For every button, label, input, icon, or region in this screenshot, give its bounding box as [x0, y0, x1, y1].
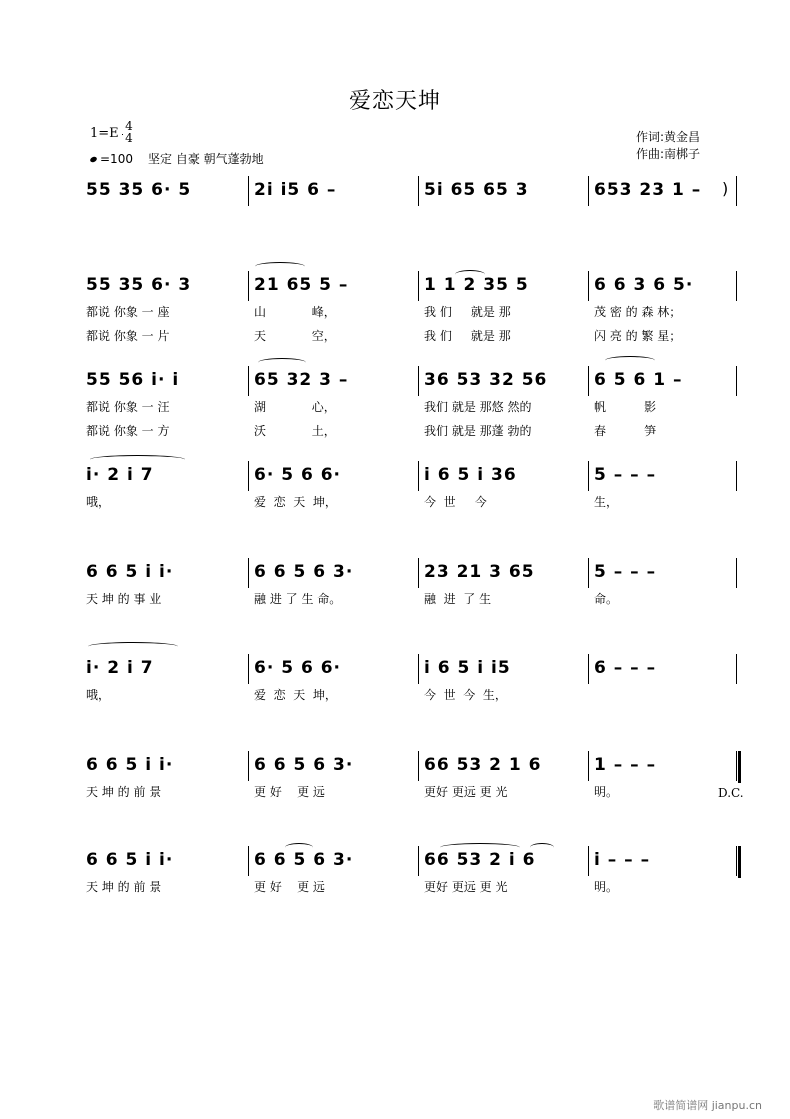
barline — [736, 654, 737, 684]
dc-marking: D.C. — [718, 786, 744, 800]
measure-notes: 36 53 32 56 — [424, 370, 548, 390]
lyric-text: 我们 就是 那蓬 勃的 — [424, 424, 532, 438]
barline — [248, 846, 249, 876]
barline — [588, 654, 589, 684]
lyric-text: 今 世 今 生， — [424, 688, 507, 702]
barline — [588, 751, 589, 781]
barline — [736, 558, 737, 588]
tempo-value: =100 — [100, 152, 133, 166]
lyric-text: 湖 心， — [254, 400, 336, 414]
measure-notes: 1 1 2 35 5 — [424, 275, 529, 295]
barline — [588, 176, 589, 206]
measure-notes: 66 53 2 1 6 — [424, 755, 542, 775]
lyric-text: 都说 你象 一 汪 — [86, 400, 170, 414]
slur-mark — [88, 642, 178, 651]
lyric-text: 哦， — [86, 688, 111, 702]
lyric-text: 帆 影 — [594, 400, 657, 414]
lyric-text: 生， — [594, 495, 619, 509]
measure-notes: 653 23 1 – — [594, 180, 702, 200]
key-signature: 1=E — [90, 126, 119, 141]
measure-notes: 6 6 5 6 3· — [254, 755, 354, 775]
lyric-text: 爱 恋 天 坤， — [254, 495, 337, 509]
slur-mark — [258, 358, 306, 367]
close-parenthesis: ) — [722, 179, 729, 198]
barline — [248, 176, 249, 206]
composer-credit: 作曲:南梆子 — [636, 147, 701, 161]
slur-mark — [605, 356, 655, 365]
barline — [248, 366, 249, 396]
measure-notes: 55 35 6· 3 — [86, 275, 192, 295]
lyric-text: 闪 亮 的 繁 星； — [594, 329, 682, 343]
lyric-text: 我 们 就是 那 — [424, 305, 511, 319]
barline — [736, 271, 737, 301]
measure-notes: 6 5 6 1 – — [594, 370, 683, 390]
measure-notes: 6 6 5 6 3· — [254, 850, 354, 870]
slur-mark — [440, 843, 520, 852]
lyric-text: 哦， — [86, 495, 111, 509]
quarter-note-icon — [89, 156, 97, 163]
barline — [418, 461, 419, 491]
barline — [418, 366, 419, 396]
barline — [736, 366, 737, 396]
measure-notes: i· 2 i 7 — [86, 658, 154, 678]
measure-notes: i· 2 i 7 — [86, 465, 154, 485]
barline — [418, 271, 419, 301]
expression-text: 坚定 自豪 朝气蓬勃地 — [148, 152, 264, 166]
lyric-text: 今 世 今 — [424, 495, 487, 509]
measure-notes: 23 21 3 65 — [424, 562, 535, 582]
measure-notes: 55 56 i· i — [86, 370, 180, 390]
measure-notes: 6 6 5 6 3· — [254, 562, 354, 582]
barline — [736, 461, 737, 491]
lyric-text: 山 峰， — [254, 305, 336, 319]
lyricist-credit: 作词:黄金昌 — [636, 130, 701, 144]
measure-notes: 6· 5 6 6· — [254, 465, 341, 485]
lyric-text: 融 进 了 生 命。 — [254, 592, 342, 606]
barline — [418, 654, 419, 684]
barline — [418, 846, 419, 876]
slur-mark — [255, 262, 305, 271]
time-bottom: 4 — [125, 131, 133, 145]
barline — [418, 751, 419, 781]
barline — [418, 558, 419, 588]
measure-notes: 2i i5 6 – — [254, 180, 337, 200]
measure-notes: 6 6 5 i i· — [86, 562, 174, 582]
barline — [588, 846, 589, 876]
watermark: 歌谱简谱网 jianpu.cn — [653, 1099, 762, 1112]
barline — [736, 176, 737, 206]
measure-notes: i 6 5 i 36 — [424, 465, 517, 485]
barline — [248, 271, 249, 301]
barline — [248, 558, 249, 588]
slur-mark — [285, 843, 313, 852]
lyric-text: 天 空， — [254, 329, 336, 343]
barline — [418, 176, 419, 206]
measure-notes: 6 – – – — [594, 658, 657, 678]
measure-notes: 65 32 3 – — [254, 370, 349, 390]
measure-notes: 55 35 6· 5 — [86, 180, 192, 200]
final-barline — [738, 751, 741, 783]
barline — [248, 654, 249, 684]
slur-mark — [90, 455, 185, 464]
slur-mark — [455, 270, 485, 279]
time-top: 4 — [125, 119, 133, 133]
measure-notes: 6 6 5 i i· — [86, 755, 174, 775]
lyric-text: 明。 — [594, 880, 619, 894]
barline — [588, 271, 589, 301]
barline — [588, 461, 589, 491]
lyric-text: 爱 恋 天 坤， — [254, 688, 337, 702]
lyric-text: 沃 土， — [254, 424, 336, 438]
barline — [736, 846, 737, 876]
lyric-text: 都说 你象 一 片 — [86, 329, 170, 343]
measure-notes: 6 6 3 6 5· — [594, 275, 694, 295]
barline — [736, 751, 737, 781]
lyric-text: 更 好 更 远 — [254, 785, 325, 799]
measure-notes: i – – – — [594, 850, 651, 870]
final-barline — [738, 846, 741, 878]
measure-notes: 5i 65 65 3 — [424, 180, 529, 200]
measure-notes: i 6 5 i i5 — [424, 658, 511, 678]
lyric-text: 天 坤 的 事 业 — [86, 592, 162, 606]
tempo-marking — [90, 152, 133, 166]
lyric-text: 明。 — [594, 785, 619, 799]
barline — [248, 461, 249, 491]
slur-mark — [530, 843, 554, 852]
barline — [588, 366, 589, 396]
lyric-text: 我 们 就是 那 — [424, 329, 511, 343]
measure-notes: 6 6 5 i i· — [86, 850, 174, 870]
lyric-text: 我们 就是 那悠 然的 — [424, 400, 532, 414]
lyric-text: 更 好 更 远 — [254, 880, 325, 894]
measure-notes: 6· 5 6 6· — [254, 658, 341, 678]
lyric-text: 更好 更远 更 光 — [424, 785, 508, 799]
lyric-text: 命。 — [594, 592, 619, 606]
lyric-text: 更好 更远 更 光 — [424, 880, 508, 894]
measure-notes: 5 – – – — [594, 465, 657, 485]
lyric-text: 都说 你象 一 方 — [86, 424, 170, 438]
lyric-text: 茂 密 的 森 林； — [594, 305, 682, 319]
song-title: 爱恋天坤 — [348, 89, 441, 114]
lyric-text: 春 笋 — [594, 424, 657, 438]
lyric-text: 天 坤 的 前 景 — [86, 785, 162, 799]
measure-notes: 5 – – – — [594, 562, 657, 582]
lyric-text: 天 坤 的 前 景 — [86, 880, 162, 894]
measure-notes: 21 65 5 – — [254, 275, 349, 295]
measure-notes: 66 53 2 i 6 — [424, 850, 536, 870]
lyric-text: 融 进 了 生 — [424, 592, 492, 606]
barline — [588, 558, 589, 588]
time-signature — [122, 120, 136, 144]
barline — [248, 751, 249, 781]
lyric-text: 都说 你象 一 座 — [86, 305, 170, 319]
measure-notes: 1 – – – — [594, 755, 657, 775]
